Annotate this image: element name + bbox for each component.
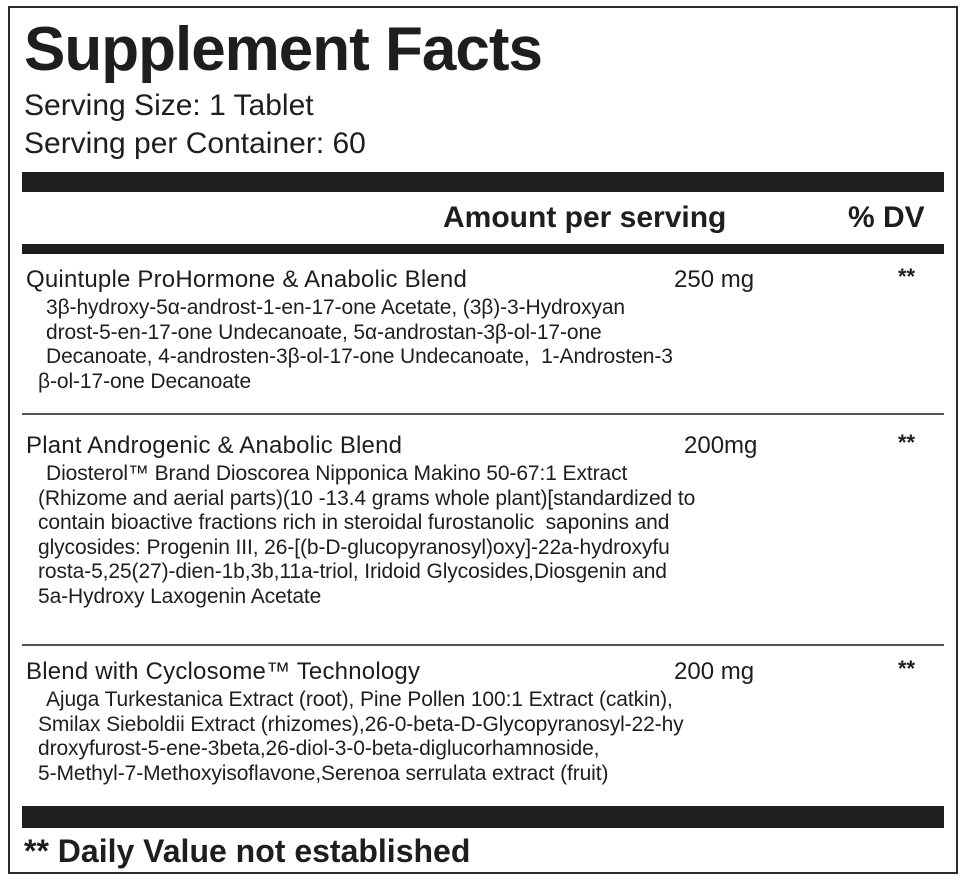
ingredient-line: rosta-5,25(27)-dien-1b,3b,11a-triol, Iridoid Glycosides,Diosgenin and (38, 560, 667, 583)
blend-amount: 250 mg (674, 266, 755, 293)
blend-daily-value: ** (898, 264, 916, 289)
ingredient-line: glycosides: Progenin III, 26-[(b-D-glucopyranosyl)oxy]-22a-hydroxyfu (38, 535, 670, 559)
panel-title: Supplement Facts (24, 15, 542, 84)
blend-name: Quintuple ProHormone & Anabolic Blend (26, 266, 467, 293)
servings-per-container: Serving per Container: 60 (24, 127, 366, 160)
blend-ingredients (38, 688, 684, 786)
daily-value-footnote: ** Daily Value not established (24, 833, 471, 869)
blend-ingredients (38, 296, 673, 394)
ingredient-line: Diosterol™ Brand Dioscorea Nipponica Makino 50-67:1 Extract (46, 462, 628, 485)
ingredient-line: 3β-hydroxy-5α-androst-1-en-17-one Acetate, (3β)-3-Hydroxyan (46, 296, 625, 319)
ingredient-line: (Rhizome and aerial parts)(10 -13.4 grams whole plant)[standardized to (38, 486, 696, 510)
blend-amount: 200 mg (674, 658, 755, 685)
blend-daily-value: ** (898, 656, 916, 681)
blend-divider (22, 644, 944, 646)
blend-ingredients (38, 462, 695, 609)
daily-value-header: % DV (848, 201, 925, 234)
header-divider (22, 244, 944, 254)
serving-size: Serving Size: 1 Tablet (24, 89, 314, 122)
blend-name: Plant Androgenic & Anabolic Blend (26, 432, 403, 459)
ingredient-line: 5a-Hydroxy Laxogenin Acetate (38, 584, 322, 608)
ingredient-line: contain bioactive fractions rich in steroidal furostanolic saponins and (38, 511, 670, 534)
ingredient-line: β-ol-17-one Decanoate (38, 369, 252, 393)
blend-divider (22, 413, 944, 415)
ingredient-line: drost-5-en-17-one Undecanoate, 5α-androstan-3β-ol-17-one (46, 320, 602, 344)
blend-amount: 200mg (684, 432, 758, 459)
top-thick-divider (22, 172, 944, 192)
ingredient-line: Smilax Sieboldii Extract (rhizomes),26-0-beta-D-Glycopyranosyl-22-hy (38, 712, 684, 736)
ingredient-line: Decanoate, 4-androsten-3β-ol-17-one Undecanoate, 1-Androsten-3 (46, 345, 673, 368)
ingredient-line: droxyfurost-5-ene-3beta,26-diol-3-0-beta-diglucorhamnoside, (38, 737, 600, 760)
blend-name: Blend with Cyclosome™ Technology (26, 658, 421, 685)
supplement-facts-panel (8, 6, 958, 874)
bottom-thick-divider (22, 806, 944, 828)
ingredient-line: 5-Methyl-7-Methoxyisoflavone,Serenoa serrulata extract (fruit) (38, 761, 609, 785)
blend-daily-value: ** (898, 430, 916, 455)
ingredient-line: Ajuga Turkestanica Extract (root), Pine Pollen 100:1 Extract (catkin), (46, 688, 673, 711)
amount-per-serving-header: Amount per serving (443, 201, 727, 234)
